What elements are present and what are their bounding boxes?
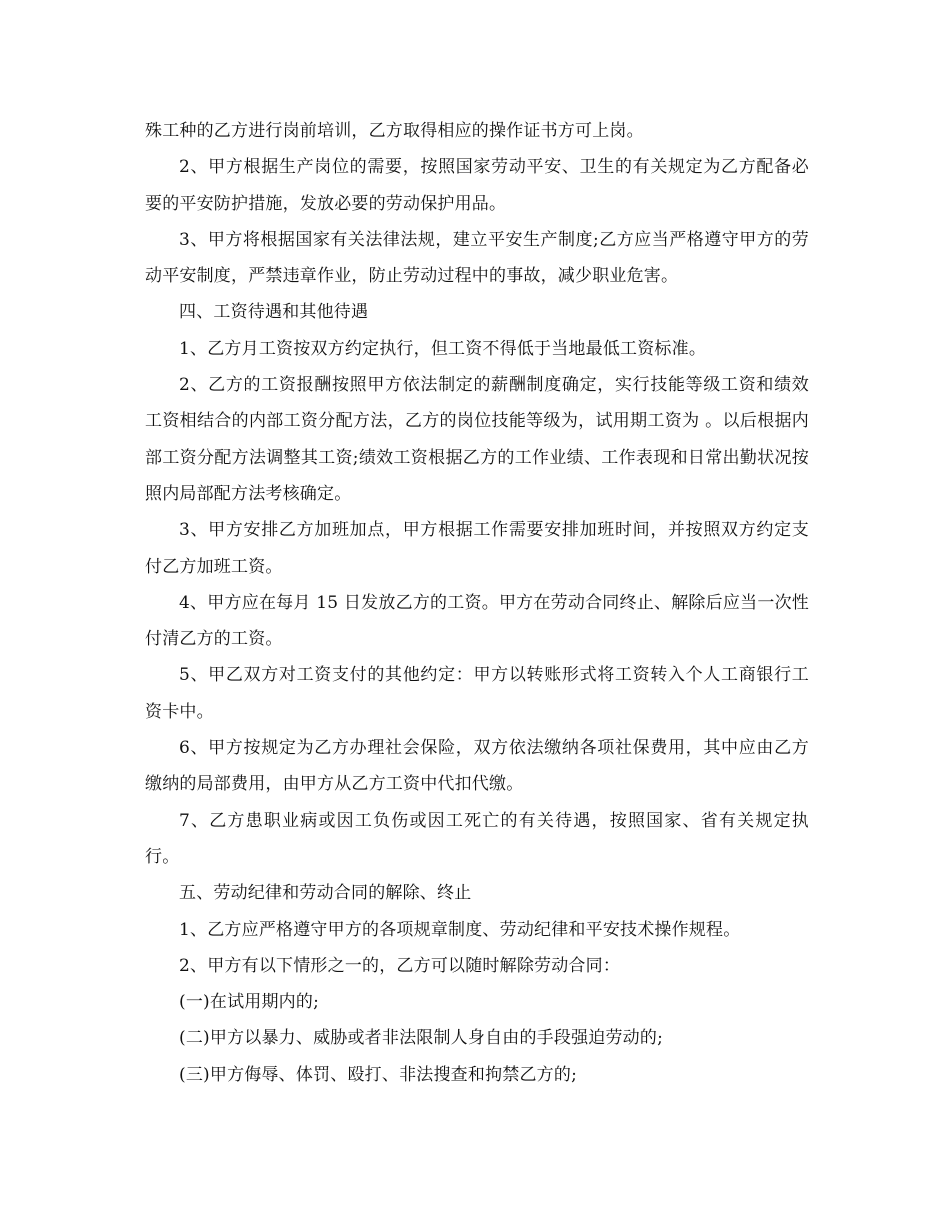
list-item-1: (一)在试用期内的; — [179, 992, 319, 1013]
paragraph-clause-4-1: 1、乙方月工资按双方约定执行，但工资不得低于当地最低工资标准。 — [179, 338, 707, 359]
paragraph-clause-4-7: 7、乙方患职业病或因工负伤或因工死亡的有关待遇，按照国家、省有关规定执行。 — [145, 810, 809, 867]
section-heading-5: 五、劳动纪律和劳动合同的解除、终止 — [179, 883, 472, 904]
paragraph-clause-3-3: 3、甲方将根据国家有关法律法规，建立平安生产制度;乙方应当严格遵守甲方的劳动平安制度，严禁违章作业，防止劳动过程中的事故，减少职业危害。 — [145, 229, 809, 287]
paragraph-clause-4-3: 3、甲方安排乙方加班加点，甲方根据工作需要安排加班时间，并按照双方约定支付乙方加班工资。 — [145, 520, 809, 577]
paragraph-clause-5-2: 2、甲方有以下情形之一的，乙方可以随时解除劳动合同： — [179, 955, 621, 976]
paragraph-clause-3-2: 2、甲方根据生产岗位的需要，按照国家劳动平安、卫生的有关规定为乙方配备必要的平安防护措施，发放必要的劳动保护用品。 — [145, 157, 809, 214]
paragraph-clause-5-1: 1、乙方应严格遵守甲方的各项规章制度、劳动纪律和平安技术操作规程。 — [179, 919, 741, 940]
paragraph-continuation: 殊工种的乙方进行岗前培训，乙方取得相应的操作证书方可上岗。 — [145, 121, 644, 141]
list-item-3: (三)甲方侮辱、体罚、殴打、非法搜查和拘禁乙方的; — [179, 1064, 577, 1085]
document-body — [145, 113, 809, 1093]
list-item-2: (二)甲方以暴力、威胁或者非法限制人身自由的手段强迫劳动的; — [179, 1028, 663, 1049]
paragraph-clause-4-6: 6、甲方按规定为乙方办理社会保险，双方依法缴纳各项社保费用，其中应由乙方缴纳的局部费用，由甲方从乙方工资中代扣代缴。 — [145, 738, 809, 795]
section-heading-4: 四、工资待遇和其他待遇 — [179, 302, 369, 323]
paragraph-clause-4-5: 5、甲乙双方对工资支付的其他约定：甲方以转账形式将工资转入个人工商银行工资卡中。 — [145, 665, 809, 722]
paragraph-clause-4-4: 4、甲方应在每月 15 日发放乙方的工资。甲方在劳动合同终止、解除后应当一次性付清乙方的工资。 — [145, 592, 809, 650]
paragraph-clause-4-2: 2、乙方的工资报酬按照甲方依法制定的薪酬制度确定，实行技能等级工资和绩效工资相结合的内部工资分配方法，乙方的岗位技能等级为，试用期工资为 。以后根据内部工资分配方法调整其工资;绩效工资根据乙方的工作业绩、工作表现和日常出勤状况按照内局部配方法考核确定。 — [145, 375, 809, 504]
